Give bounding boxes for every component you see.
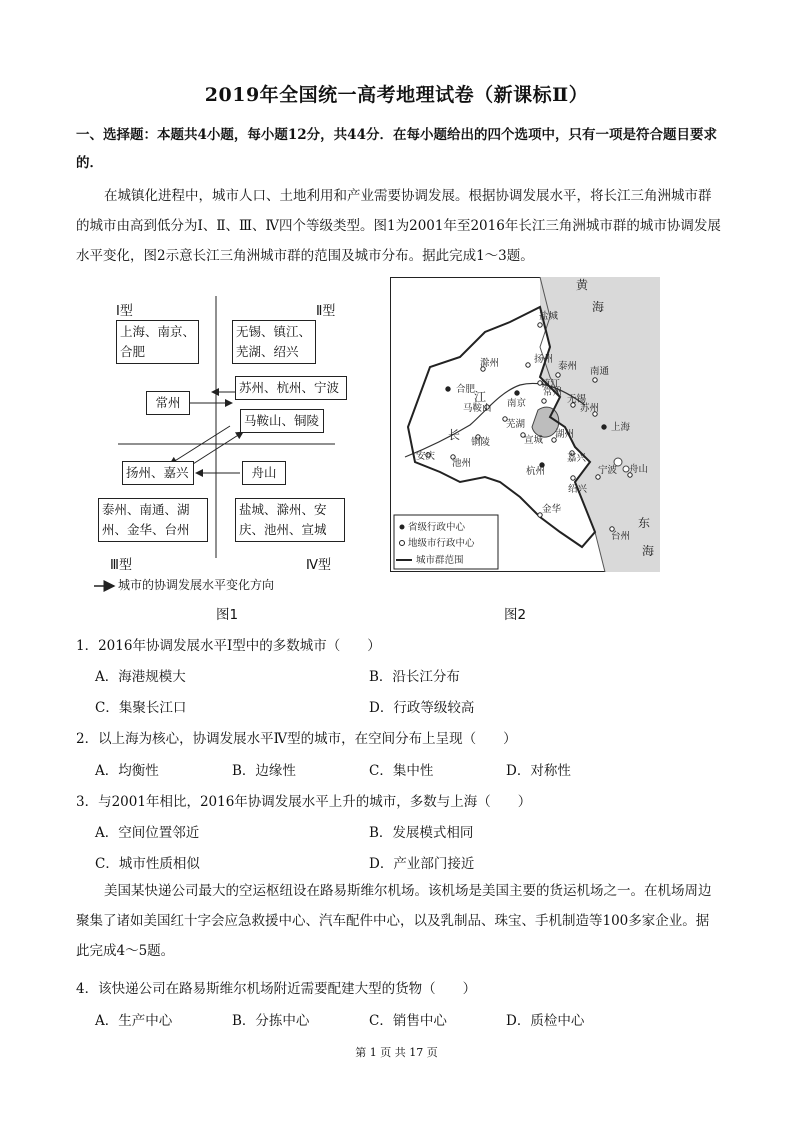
map-city-label: 宣城 (524, 435, 544, 446)
q4-option-b: B．分拣中心 (232, 1013, 310, 1029)
map-city-label: 南京 (507, 398, 527, 409)
q2-option-d: D．对称性 (506, 763, 571, 779)
box-type-iii: 泰州、南通、湖州、金华、台州 (98, 498, 208, 542)
map-city-dot (538, 323, 542, 327)
map-city-label: 嘉兴 (567, 453, 587, 464)
map-city-label: 镇江 (541, 379, 561, 390)
map-label-hai2: 海 (642, 544, 655, 558)
q4-option-d: D．质检中心 (506, 1013, 585, 1029)
map-city-dot (542, 399, 546, 403)
box-yangzhou: 扬州、嘉兴 (122, 461, 194, 485)
map-city-label: 绍兴 (568, 484, 588, 495)
map-city-label: 合肥 (456, 384, 476, 395)
box-zhoushan: 舟山 (242, 461, 286, 485)
map-legend-boundary: 城市群范围 (416, 555, 464, 566)
q4-stem: 4．该快递公司在路易斯维尔机场附近需要配建大型的货物（ ） (76, 981, 477, 997)
figure-1-caption: 图1 (216, 607, 239, 623)
map-city-dot (526, 363, 530, 367)
q3-option-a: A．空间位置邻近 (95, 825, 200, 841)
q2-stem: 2．以上海为核心，协调发展水平Ⅳ型的城市，在空间分布上呈现（ ） (76, 731, 517, 747)
box-type-iv: 盐城、滁州、安庆、池州、宣城 (235, 498, 345, 542)
map-label-chang: 长 (448, 428, 461, 442)
map-city-dot (602, 425, 606, 429)
map-legend-prefecture: 地级市行政中心 (408, 538, 475, 549)
q1-option-a: A．海港规模大 (95, 669, 186, 685)
map-city-dot (515, 391, 519, 395)
map-city-dot (593, 378, 597, 382)
passage-2: 美国某快递公司最大的空运枢纽设在路易斯维尔机场。该机场是美国主要的货运机场之一。在机场周边聚集了诸如美国红十字会应急救援中心、汽车配件中心，以及乳制品、珠宝、手机制造等100多家企业。据此完成4～5题。 (76, 883, 712, 959)
q2-option-c: C．集中性 (369, 763, 434, 779)
q3-stem: 3．与2001年相比，2016年协调发展水平上升的城市，多数与上海（ ） (76, 794, 532, 810)
q2-option-b: B．边缘性 (232, 763, 296, 779)
box-suzhou: 苏州、杭州、宁波 (235, 376, 347, 400)
map-city-label: 马鞍山 (463, 403, 492, 414)
map-city-label: 台州 (611, 531, 631, 542)
q4-option-a: A．生产中心 (95, 1013, 173, 1029)
q3-option-c: C．城市性质相似 (95, 856, 200, 872)
map-city-label: 南通 (590, 366, 610, 377)
type-i-label: Ⅰ型 (116, 304, 133, 319)
q1-option-b: B．沿长江分布 (369, 669, 460, 685)
box-type-ii: 无锡、镇江、芜湖、绍兴 (232, 320, 316, 364)
map-city-label: 舟山 (629, 464, 649, 475)
type-ii-label: Ⅱ型 (316, 304, 336, 319)
map-label-jiang: 江 (474, 390, 487, 404)
map-city-label: 无锡 (567, 394, 587, 405)
q4-option-c: C．销售中心 (369, 1013, 447, 1029)
q3-option-d: D．产业部门接近 (369, 856, 475, 872)
q1-option-c: C．集聚长江口 (95, 700, 187, 716)
map-city-label: 上海 (611, 422, 631, 433)
type-iii-label: Ⅲ型 (110, 558, 132, 573)
passage-1: 在城镇化进程中，城市人口、土地利用和产业需要协调发展。根据协调发展水平，将长江三角洲城市群的城市由高到低分为Ⅰ、Ⅱ、Ⅲ、Ⅳ四个等级类型。图1为2001年至2016年长江三角洲城市群的城市协调发展水平变化，图2示意长江三角洲城市群的范围及城市分布。据此完成1～3题。 (76, 188, 721, 264)
map-city-label: 滁州 (480, 358, 500, 369)
box-changzhou: 常州 (146, 391, 190, 415)
map-city-dot (556, 373, 560, 377)
map-label-hai1: 海 (592, 300, 605, 314)
page-title: 2019年全国统一高考地理试卷（新课标Ⅱ） (204, 84, 589, 106)
figure-1-legend: 城市的协调发展水平变化方向 (118, 578, 275, 592)
map-city-label: 常州 (543, 387, 563, 398)
map-city-dot (571, 476, 575, 480)
map-label-dong: 东 (638, 516, 651, 530)
map-city-label: 芜湖 (506, 419, 526, 430)
q2-option-a: A．均衡性 (95, 763, 159, 779)
map-city-label: 杭州 (526, 466, 546, 477)
map-city-label: 池州 (452, 458, 472, 469)
page-footer: 第 1 页 共 17 页 (355, 1046, 438, 1059)
map-city-label: 盐城 (539, 311, 559, 322)
map-legend-provincial: 省级行政中心 (408, 522, 466, 533)
figure-2-caption: 图2 (504, 607, 527, 623)
figure-1 (90, 296, 352, 606)
map-city-label: 苏州 (580, 403, 600, 414)
map-city-label: 宁波 (598, 465, 618, 476)
map-city-label: 金华 (542, 504, 562, 515)
map-city-label: 湖州 (555, 429, 575, 440)
map-city-label: 扬州 (534, 354, 554, 365)
map-city-dot (446, 387, 450, 391)
q1-option-d: D．行政等级较高 (369, 700, 475, 716)
box-maanshan: 马鞍山、铜陵 (240, 409, 324, 433)
map-city-label: 铜陵 (471, 437, 491, 448)
map-city-label: 安庆 (416, 451, 436, 462)
map-label-huang: 黄 (576, 278, 589, 292)
type-iv-label: Ⅳ型 (306, 558, 331, 573)
box-type-i: 上海、南京、合肥 (116, 320, 199, 364)
q3-option-b: B．发展模式相同 (369, 825, 474, 841)
section-heading: 一、选择题：本题共4小题，每小题12分，共44分．在每小题给出的四个选项中，只有一项是符合题目要求的． (76, 127, 717, 171)
figure-2-map (390, 277, 660, 572)
map-city-label: 泰州 (558, 361, 578, 372)
q1-stem: 1．2016年协调发展水平Ⅰ型中的多数城市（ ） (76, 638, 381, 654)
